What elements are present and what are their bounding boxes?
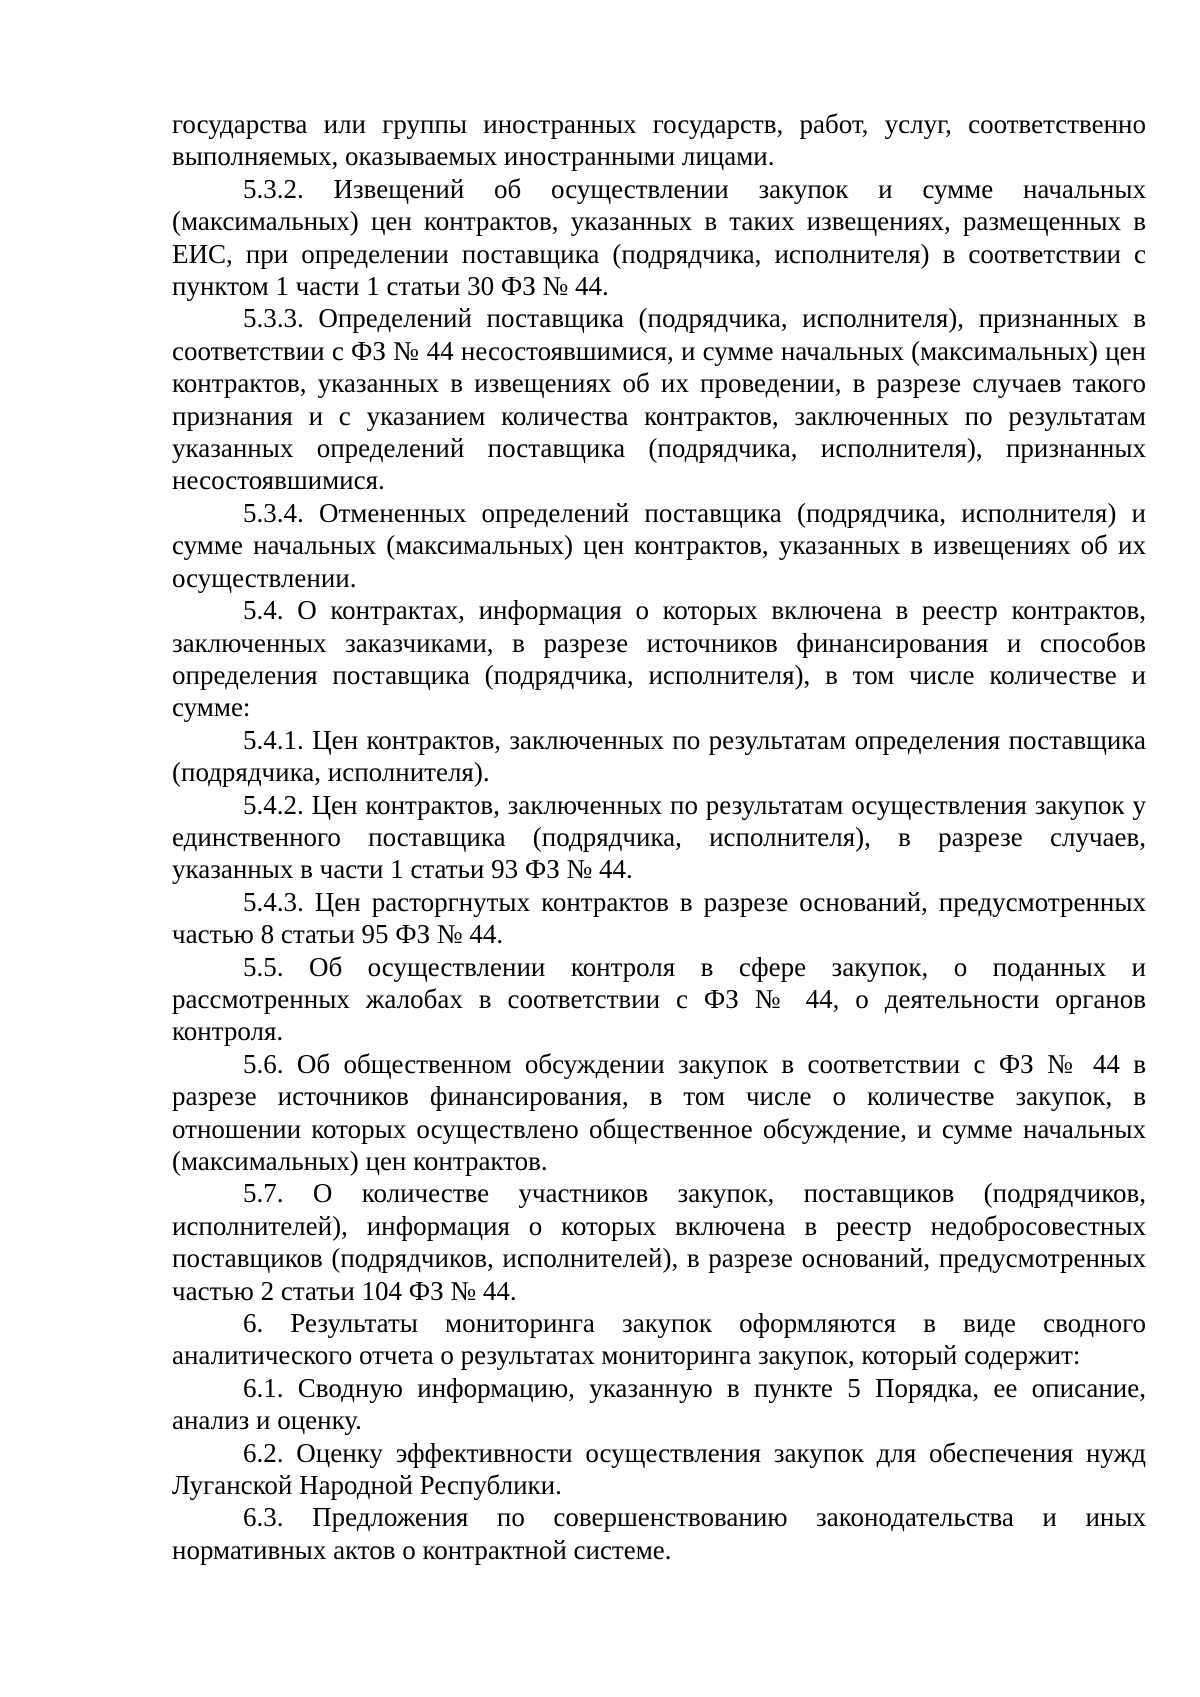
paragraph-5-4-1: 5.4.1. Цен контрактов, заключенных по результатам определения поставщика (подрядчика, исполнителя). [172,724,1146,788]
paragraph-5-5: 5.5. Об осуществлении контроля в сфере закупок, о поданных и рассмотренных жалобах в соответствии с ФЗ № 44, о деятельности органов контроля. [172,951,1146,1047]
paragraph-5-4-2: 5.4.2. Цен контрактов, заключенных по результатам осуществления закупок у единственного поставщика (подрядчика, исполнителя), в разрезе случаев, указанных в части 1 статьи 93 ФЗ № 44. [172,789,1146,885]
paragraph-6-3: 6.3. Предложения по совершенствованию законодательства и иных нормативных актов о контрактной системе. [172,1502,1146,1565]
paragraph-5-3-4: 5.3.4. Отмененных определений поставщика (подрядчика, исполнителя) и сумме начальных (максимальных) цен контрактов, указанных в извещениях об их осуществлении. [172,497,1146,593]
paragraph-5-3-3: 5.3.3. Определений поставщика (подрядчика, исполнителя), признанных в соответствии с ФЗ № 44 несостоявшимися, и сумме начальных (максимальных) цен контрактов, указанных в извещениях об их проведении, в разрезе случаев такого признания и с указанием количества контрактов, заключенных по результатам указанных определений поставщика (подрядчика, исполнителя), признанных несостоявшимися. [172,303,1146,496]
paragraph-5-3-2: 5.3.2. Извещений об осуществлении закупок и сумме начальных (максимальных) цен контрактов, указанных в таких извещениях, размещенных в ЕИС, при определении поставщика (подрядчика, исполнителя) в соответствии с пунктом 1 части 1 статьи 30 ФЗ № 44. [172,173,1146,302]
paragraph-5-4: 5.4. О контрактах, информация о которых включена в реестр контрактов, заключенных заказчиками, в разрезе источников финансирования и способов определения поставщика (подрядчика, исполнителя), в том числе количестве и сумме: [172,595,1146,723]
paragraph-5-6: 5.6. Об общественном обсуждении закупок в соответствии с ФЗ № 44 в разрезе источников финансирования, в том числе о количестве закупок, в отношении которых осуществлено общественное обсуждение, и сумме начальных (максимальных) цен контрактов. [172,1048,1146,1176]
paragraph-5-7: 5.7. О количестве участников закупок, поставщиков (подрядчиков, исполнителей), информация о которых включена в реестр недобросовестных поставщиков (подрядчиков, исполнителей), в разрезе оснований, предусмотренных частью 2 статьи 104 ФЗ № 44. [172,1178,1146,1306]
paragraph-continuation: государства или группы иностранных государств, работ, услуг, соответственно выполняемых, оказываемых иностранными лицами. [172,109,1146,172]
paragraph-6-2: 6.2. Оценку эффективности осуществления закупок для обеспечения нужд Луганской Народной Республики. [172,1437,1146,1501]
paragraph-5-4-3: 5.4.3. Цен расторгнутых контрактов в разрезе оснований, предусмотренных частью 8 статьи 95 ФЗ № 44. [172,886,1146,950]
paragraph-6: 6. Результаты мониторинга закупок оформляются в виде сводного аналитического отчета о результатах мониторинга закупок, который содержит: [172,1308,1146,1371]
document-page [172,108,1146,1566]
paragraph-6-1: 6.1. Сводную информацию, указанную в пункте 5 Порядка, ее описание, анализ и оценку. [172,1372,1146,1436]
